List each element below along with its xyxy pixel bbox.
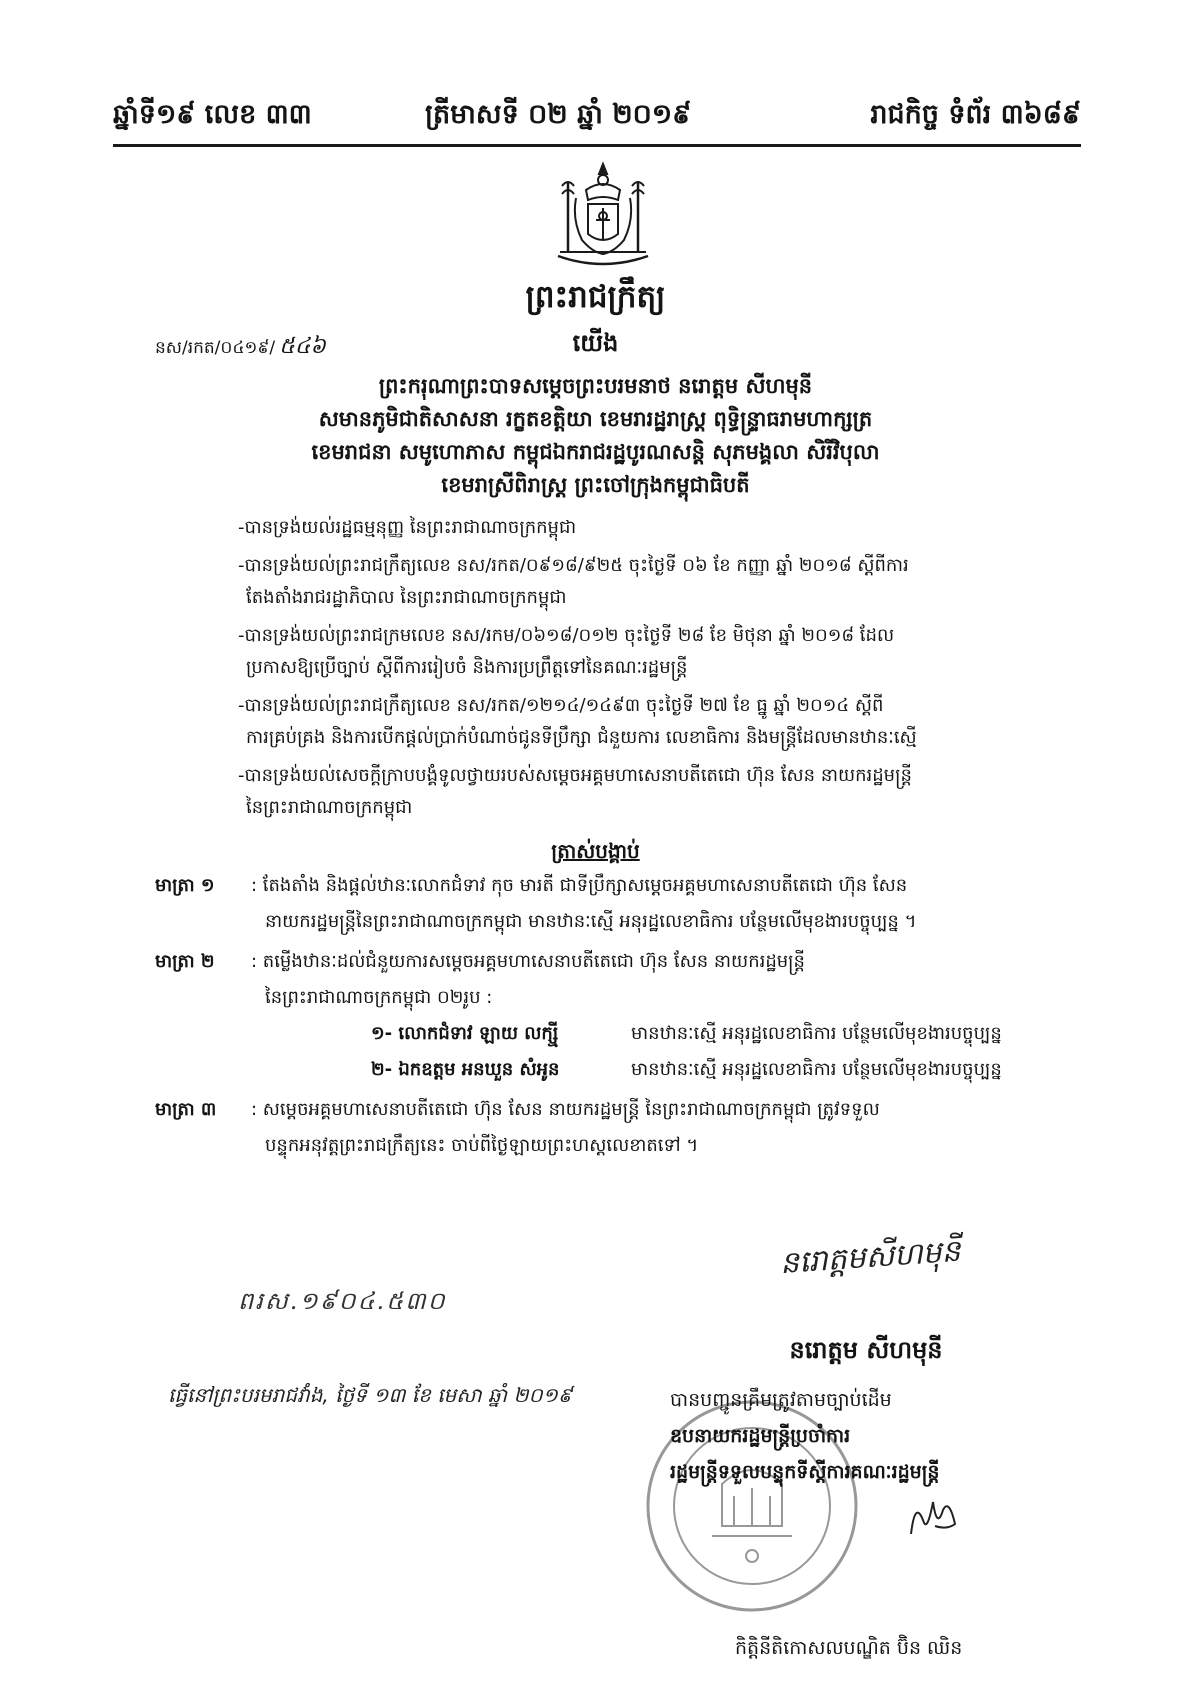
royal-title-line: ខេមរាជនា សមូហោភាស កម្ពុជឯករាជរដ្ឋបូរណសន្តិ សុភមង្គលា សិរីវិបុលា: [311, 440, 880, 464]
consideration-line: ប្រកាសឱ្យប្រើច្បាប់ ស្តីពីការរៀបចំ និងការប្រព្រឹត្តទៅនៃគណៈរដ្ឋមន្ត្រី: [246, 657, 688, 678]
gazette-quarter: ត្រីមាសទី ០២ ឆ្នាំ ២០១៩: [425, 99, 692, 130]
consideration-item: [238, 620, 1068, 684]
consideration-line: -បានទ្រង់យល់សេចក្តីក្រាបបង្គំទូលថ្វាយរបស់សម្តេចអគ្គមហាសេនាបតីតេជោ ហ៊ុន សែន នាយករដ្ឋមន្ត្រី: [238, 765, 912, 786]
consideration-item: [238, 690, 1068, 754]
article-line: : តែងតាំង និងផ្តល់ឋានៈលោកជំទាវ កុច មារតី ជាទីប្រឹក្សាសម្តេចអគ្គមហាសេនាបតីតេជោ ហ៊ុន សែន: [251, 875, 908, 896]
reference-handwritten: ៥៤៦: [279, 334, 326, 359]
royal-title-line: ខេមរាស្រីពិរាស្ត្រ ព្រះចៅក្រុងកម្ពុជាធិបតី: [441, 473, 750, 497]
decree-heading: ត្រាស់បង្គាប់: [551, 839, 640, 863]
royal-title-line: សមានភូមិជាតិសាសនា រក្ខតខត្តិយា ខេមរារដ្ឋរាស្ត្រ ពុទ្ធិន្ទ្រាធរាមហាក្សត្រ: [318, 407, 873, 431]
consideration-line: ការគ្រប់គ្រង និងការបើកផ្តល់ប្រាក់បំណាច់ជូនទីប្រឹក្សា ជំនួយការ លេខាធិការ និងមន្ត្រីដែលមានឋានៈស្មើ: [246, 727, 917, 748]
appointee-rank: មានឋានៈស្មើ អនុរដ្ឋលេខាធិការ បន្ថែមលើមុខងារបច្ចុប្បន្ន: [631, 1023, 1002, 1044]
article-line: : សម្តេចអគ្គមហាសេនាបតីតេជោ ហ៊ុន សែន នាយករដ្ឋមន្ត្រី នៃព្រះរាជាណាចក្រកម្ពុជា ត្រូវទទួល: [251, 1099, 880, 1120]
official-name: កិត្តិនីតិកោសលបណ្ឌិត ប៊ិន ឈិន: [735, 1637, 963, 1659]
article-line: នៃព្រះរាជាណាចក្រកម្ពុជា ០២រូប :: [265, 987, 493, 1008]
signer-name: នរោត្តម សីហមុនី: [789, 1336, 943, 1364]
royal-titles: [180, 370, 1011, 502]
registration-number-handwritten: ពរស.១៩០៤.៥៣០: [238, 1287, 447, 1315]
articles: [155, 868, 1055, 1168]
certification-line: បានបញ្ជូនគ្រឹមត្រូវតាមច្បាប់ដើម: [670, 1389, 892, 1411]
considerations-list: [238, 512, 1068, 830]
article-line: បន្ទុកអនុវត្តព្រះរាជក្រឹត្យនេះ ចាប់ពីថ្ងៃឡាយព្រះហស្តលេខាតទៅ ។: [265, 1135, 699, 1156]
gazette-year-issue: ឆ្នាំទី១៩ លេខ ៣៣: [113, 99, 312, 130]
royal-signature: នរោត្តមសីហមុនី: [778, 1233, 962, 1282]
place-and-date: ធ្វើនៅព្រះបរមរាជវាំង, ថ្ងៃទី ១៣ ខែ មេសា ឆ្នាំ ២០១៩: [168, 1383, 572, 1407]
document-title: ព្រះរាជក្រឹត្យ: [525, 279, 666, 315]
reference-prefix: នស/រកត/០៤១៩/: [155, 338, 276, 358]
consideration-line: -បានទ្រង់យល់ព្រះរាជក្រមលេខ នស/រកម/០៦១៨/០១២ ចុះថ្ងៃទី ២៨ ខែ មិថុនា ឆ្នាំ ២០១៨ ដែល: [238, 625, 895, 646]
consideration-item: [238, 512, 1068, 544]
consideration-line: -បានទ្រង់យល់ព្រះរាជក្រឹត្យលេខ នស/រកត/១២១៤/១៤៩៣ ចុះថ្ងៃទី ២៧ ខែ ធ្នូ ឆ្នាំ ២០១៤ ស្តីពី: [238, 695, 884, 716]
article-line: : តម្លើងឋានៈដល់ជំនួយការសម្តេចអគ្គមហាសេនាបតីតេជោ ហ៊ុន សែន នាយករដ្ឋមន្ត្រី: [251, 951, 805, 972]
certification-line: រដ្ឋមន្ត្រីទទួលបន្ទុកទីស្តីការគណៈរដ្ឋមន្ត្រី: [670, 1461, 940, 1483]
consideration-line: តែងតាំងរាជរដ្ឋាភិបាល នៃព្រះរាជាណាចក្រកម្ពុជា: [246, 587, 567, 608]
certification-line: ឧបនាយករដ្ឋមន្ត្រីប្រចាំការ: [670, 1425, 851, 1447]
we-heading: យើង: [572, 329, 619, 357]
appointee-name: ១- លោកជំទាវ ឡាយ លក្ស្មី: [371, 1023, 559, 1044]
header-divider: [113, 144, 1081, 147]
consideration-line: -បានទ្រង់យល់រដ្ឋធម្មនុញ្ញ នៃព្រះរាជាណាចក្រកម្ពុជា: [238, 517, 577, 538]
article-label: មាត្រា ២: [155, 951, 215, 972]
consideration-line: -បានទ្រង់យល់ព្រះរាជក្រឹត្យលេខ នស/រកត/០៩១៨/៩២៥ ចុះថ្ងៃទី ០៦ ខែ កញ្ញា ឆ្នាំ ២០១៨ ស្តីពីការ: [238, 555, 909, 576]
handwritten-signature-icon: [905, 1490, 961, 1546]
certification-block: [670, 1382, 1070, 1490]
consideration-item: [238, 550, 1068, 614]
gazette-header: [113, 98, 1081, 140]
gazette-page-number: រាជកិច្ច ទំព័រ ៣៦៨៩: [870, 99, 1081, 130]
article-label: មាត្រា ១: [155, 875, 215, 896]
article-1: [155, 868, 1055, 940]
royal-coat-of-arms-icon: [548, 160, 658, 272]
appointee-row: [251, 1052, 1055, 1088]
consideration-item: [238, 760, 1068, 824]
consideration-line: នៃព្រះរាជាណាចក្រកម្ពុជា: [246, 797, 413, 818]
article-2: [155, 944, 1055, 1088]
appointee-row: [251, 1016, 1055, 1052]
article-3: [155, 1092, 1055, 1164]
appointee-name: ២- ឯកឧត្តម អនឃួន សំអូន: [371, 1059, 560, 1080]
article-label: មាត្រា ៣: [155, 1099, 217, 1120]
royal-title-line: ព្រះករុណាព្រះបាទសម្តេចព្រះបរមនាថ នរោត្តម សីហមុនី: [378, 374, 813, 398]
appointee-rank: មានឋានៈស្មើ អនុរដ្ឋលេខាធិការ បន្ថែមលើមុខងារបច្ចុប្បន្ន: [631, 1059, 1002, 1080]
article-line: នាយករដ្ឋមន្ត្រីនៃព្រះរាជាណាចក្រកម្ពុជា មានឋានៈស្មើ អនុរដ្ឋលេខាធិការ បន្ថែមលើមុខងារបច្ចុប្បន្ន ។: [265, 911, 917, 932]
